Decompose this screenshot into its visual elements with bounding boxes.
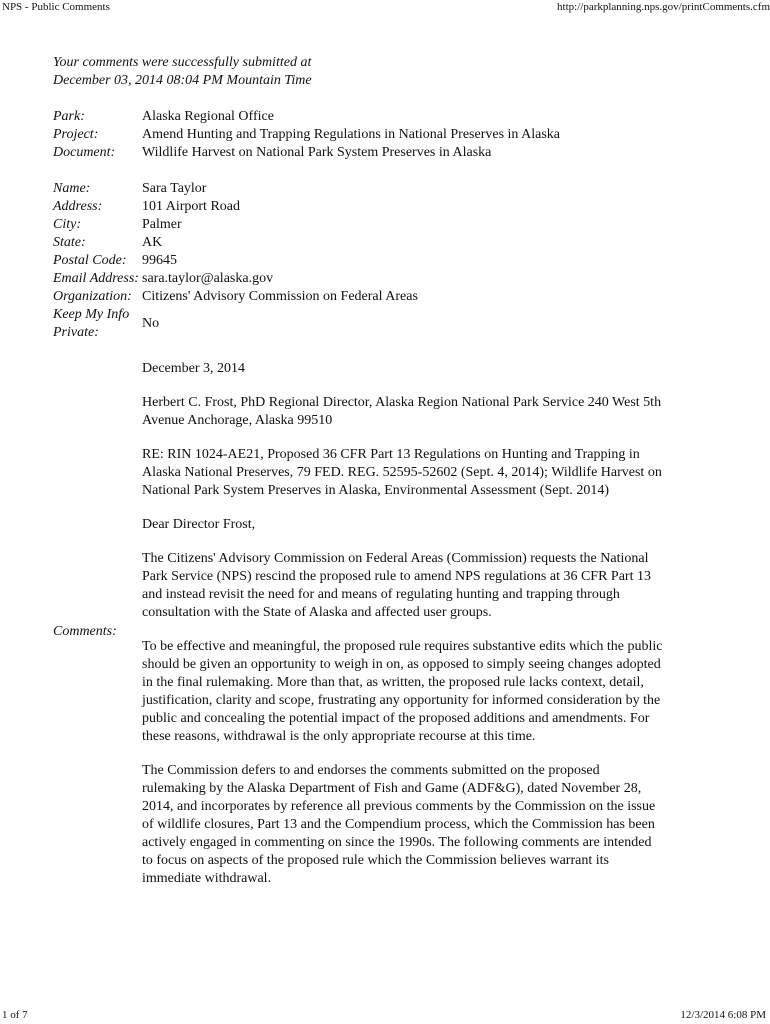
email-label: Email Address:	[53, 271, 139, 286]
park-value: Alaska Regional Office	[142, 109, 274, 124]
comments-label: Comments:	[53, 624, 117, 639]
document-value: Wildlife Harvest on National Park System Preserves in Alaska	[142, 145, 492, 160]
comment-salutation: Dear Director Frost,	[142, 517, 256, 532]
city-value: Palmer	[142, 217, 182, 232]
confirmation-line-1: Your comments were successfully submitted at	[53, 55, 312, 70]
confirmation-line-2: December 03, 2014 08:04 PM Mountain Time	[53, 73, 312, 88]
page-url: http://parkplanning.nps.gov/printComments.cfm	[557, 1, 770, 13]
postal-code-value: 99645	[142, 253, 177, 268]
park-label: Park:	[53, 109, 85, 124]
park-row	[53, 108, 663, 126]
address-value: 101 Airport Road	[142, 199, 240, 214]
address-label: Address:	[53, 199, 103, 214]
state-value: AK	[142, 235, 163, 250]
comment-reference: RE: RIN 1024-AE21, Proposed 36 CFR Part 13 Regulations on Hunting and Trapping in Alaska National Preserves, 79 FED. REG. 52595-52602 (Sept. 4, 2014); Wildlife Harvest on National Park System Preserves in Alaska, Environmental Assessment (Sept. 2014)	[142, 447, 662, 498]
keep-private-label: Keep My Info Private:	[53, 307, 130, 340]
comments-row	[53, 360, 663, 904]
comment-recipient: Herbert C. Frost, PhD Regional Director, Alaska Region National Park Service 240 West 5th Avenue Anchorage, Alaska 99510	[142, 395, 662, 428]
name-value: Sara Taylor	[142, 181, 207, 196]
city-row	[53, 216, 663, 234]
comment-receipt	[53, 54, 663, 904]
page-number: 1 of 7	[2, 1009, 28, 1021]
state-label: State:	[53, 235, 86, 250]
contact-info	[53, 180, 663, 342]
organization-row	[53, 288, 663, 306]
keep-private-value: No	[142, 316, 160, 331]
address-row	[53, 198, 663, 216]
name-row	[53, 180, 663, 198]
print-header	[0, 0, 770, 16]
email-value: sara.taylor@alaska.gov	[142, 271, 274, 286]
state-row	[53, 234, 663, 252]
project-value: Amend Hunting and Trapping Regulations in National Preserves in Alaska	[142, 127, 561, 142]
submission-confirmation	[53, 54, 663, 90]
project-row	[53, 126, 663, 144]
print-datetime: 12/3/2014 6:08 PM	[680, 1009, 766, 1021]
project-label: Project:	[53, 127, 99, 142]
keep-private-row	[53, 306, 663, 342]
organization-label: Organization:	[53, 289, 132, 304]
project-info	[53, 108, 663, 162]
postal-code-label: Postal Code:	[53, 253, 127, 268]
comment-paragraph: The Citizens' Advisory Commission on Federal Areas (Commission) requests the National Park Service (NPS) rescind the proposed rule to amend NPS regulations at 36 CFR Part 13 and instead revisit the need for and means of regulating hunting and trapping through consultation with the State of Alaska and affected user groups.	[142, 551, 651, 620]
organization-value: Citizens' Advisory Commission on Federal Areas	[142, 289, 418, 304]
comment-paragraph: The Commission defers to and endorses the comments submitted on the proposed rulemaking by the Alaska Department of Fish and Game (ADF&G), dated November 28, 2014, and incorporates by reference all previous comments by the Commission on the issue of wildlife closures, Part 13 and the Compendium process, which the Commission has been actively engaged in commenting on since the 1990s. The following comments are intended to focus on aspects of the proposed rule which the Commission believes warrant its immediate withdrawal.	[142, 763, 656, 886]
postal-code-row	[53, 252, 663, 270]
comment-paragraph: To be effective and meaningful, the proposed rule requires substantive edits which the public should be given an opportunity to weigh in on, as opposed to simply seeing changes adopted in the final rulemaking. More than that, as written, the proposed rule lacks context, detail, justification, clarity and scope, frustrating any opportunity for informed consideration by the public and concealing the potential impact of the proposed additions and amendments. For these reasons, withdrawal is the only appropriate recourse at this time.	[142, 639, 663, 744]
name-label: Name:	[53, 181, 91, 196]
city-label: City:	[53, 217, 81, 232]
document-row	[53, 144, 663, 162]
comment-date: December 3, 2014	[142, 361, 246, 376]
print-footer	[0, 1008, 770, 1024]
page-title: NPS - Public Comments	[2, 1, 110, 13]
email-row	[53, 270, 663, 288]
document-label: Document:	[53, 145, 116, 160]
comments-body	[142, 360, 663, 904]
